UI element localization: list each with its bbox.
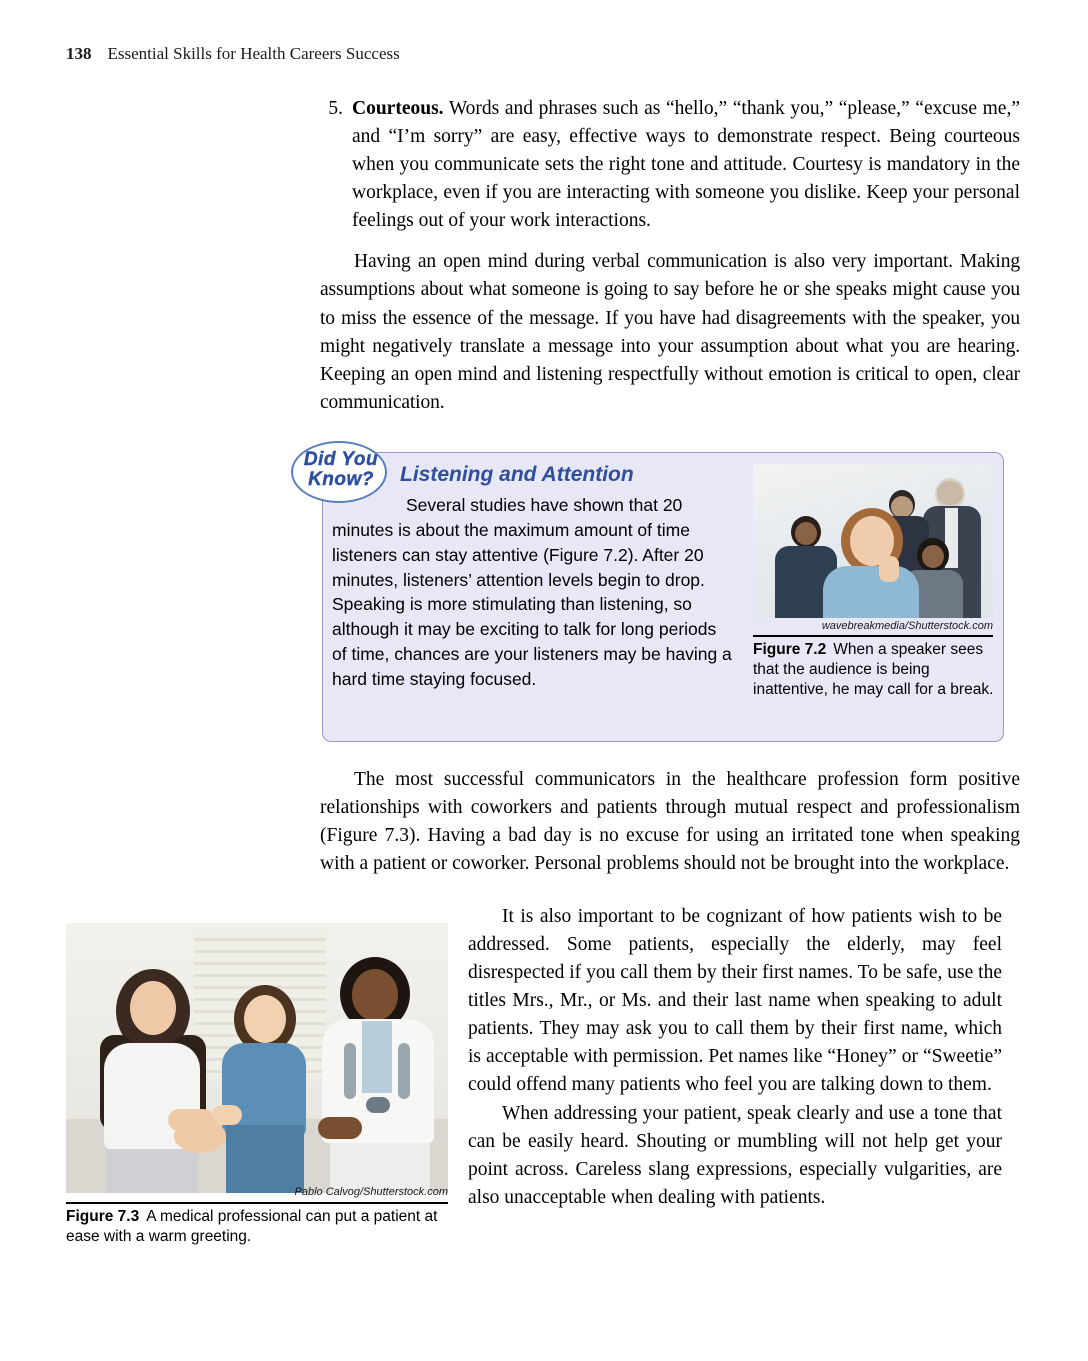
- page-number: 138: [66, 44, 92, 63]
- did-you-know-title: Listening and Attention: [400, 463, 634, 486]
- figure-7-2-caption-text: When a speaker sees that the audience is being inattentive, he may call for a break.: [753, 641, 994, 699]
- figure-7-2-rule: [753, 635, 993, 637]
- figure-7-3-credit: Pablo Calvog/Shutterstock.com: [294, 1186, 448, 1198]
- figure-7-3-label: Figure 7.3: [66, 1208, 140, 1225]
- figure-7-2-image: [753, 464, 993, 618]
- did-you-know-body: Several studies have shown that 20 minutes is about the maximum amount of time listeners can stay attentive (Figure 7.2). After 20 minutes, listeners’ attention levels begin to drop. Speaking is more stimulating than listening, so although it may be exciting to talk for long periods of time, chances are your listeners may be having a hard time staying focused.: [332, 495, 732, 689]
- paragraph-successful-communicators: The most successful communicators in the healthcare profession form positive relationships with coworkers and patients through mutual respect and professionalism (Figure 7.3). Having a bad day is no excuse for using an irritated tone when speaking with a patient or coworker. Personal problems should not be brought into the workplace.: [320, 769, 1020, 875]
- lower-text-block: [320, 766, 1020, 878]
- paragraph-open-mind: Having an open mind during verbal communication is also very important. Making assumptions about what someone is going to say before he or she speaks might cause you to miss the essence of the message. If you have had disagreements with the speaker, you might negatively translate a message into your assumption about what you are hearing. Keeping an open mind and listening respectfully without emotion is critical to open, clear communication.: [320, 251, 1020, 413]
- list-item-number: 5.: [328, 98, 343, 119]
- list-item-term: Courteous.: [352, 98, 444, 119]
- book-title: Essential Skills for Health Careers Success: [107, 44, 400, 63]
- badge-line-2: Know?: [308, 469, 374, 491]
- main-text-column: [320, 95, 1020, 417]
- list-item: [320, 95, 1020, 235]
- figure-7-3-caption: [66, 1207, 456, 1248]
- did-you-know-badge-text: [295, 443, 387, 491]
- photo-patient-middle: [206, 985, 318, 1193]
- list-item-body: [352, 95, 1020, 235]
- photo-patient-left: [90, 969, 214, 1193]
- figure-7-2-label: Figure 7.2: [753, 641, 827, 658]
- photo-handshake: [174, 1119, 226, 1153]
- badge-line-1: Did You: [303, 449, 379, 470]
- figure-7-2-credit: wavebreakmedia/Shutterstock.com: [821, 620, 993, 632]
- figure-7-3-rule: [66, 1202, 448, 1204]
- running-head: [66, 44, 400, 64]
- photo-person-foreground: [823, 508, 919, 618]
- paragraph-addressing: When addressing your patient, speak clearly and use a tone that can be easily heard. Shouting or mumbling will not help get your point across. Careless slang expressions, especially vulgarities, are also unacceptable when dealing with patients.: [468, 1102, 1002, 1208]
- list-item-text: Words and phrases such as “hello,” “thank you,” “please,” “excuse me,” and “I’m sorry” are easy, effective ways to demonstrate respect. Being courteous when you communicate sets the right tone and attitude. Courtesy is mandatory in the workplace, even if you are interacting with someone you dislike. Keep your personal feelings out of your work interactions.: [352, 98, 1020, 232]
- paragraph-cognizant: It is also important to be cognizant of how patients wish to be addressed. Some patients, especially the elderly, may feel disrespected if you call them by their first names. To be safe, use the titles Mrs., Mr., or Ms. and their last name when speaking to adult patients. They may ask you to call them by their first name, which is acceptable with permission. Pet names like “Honey” or “Sweetie” could offend many patients who feel you are talking down to them.: [468, 906, 1002, 1096]
- figure-7-3-caption-text: A medical professional can put a patient at ease with a warm greeting.: [66, 1208, 438, 1246]
- photo-doctor-right: [314, 957, 442, 1193]
- figure-7-2-caption: [753, 640, 996, 700]
- figure-7-3-image: [66, 923, 448, 1193]
- right-lower-text-column: [468, 903, 1002, 1212]
